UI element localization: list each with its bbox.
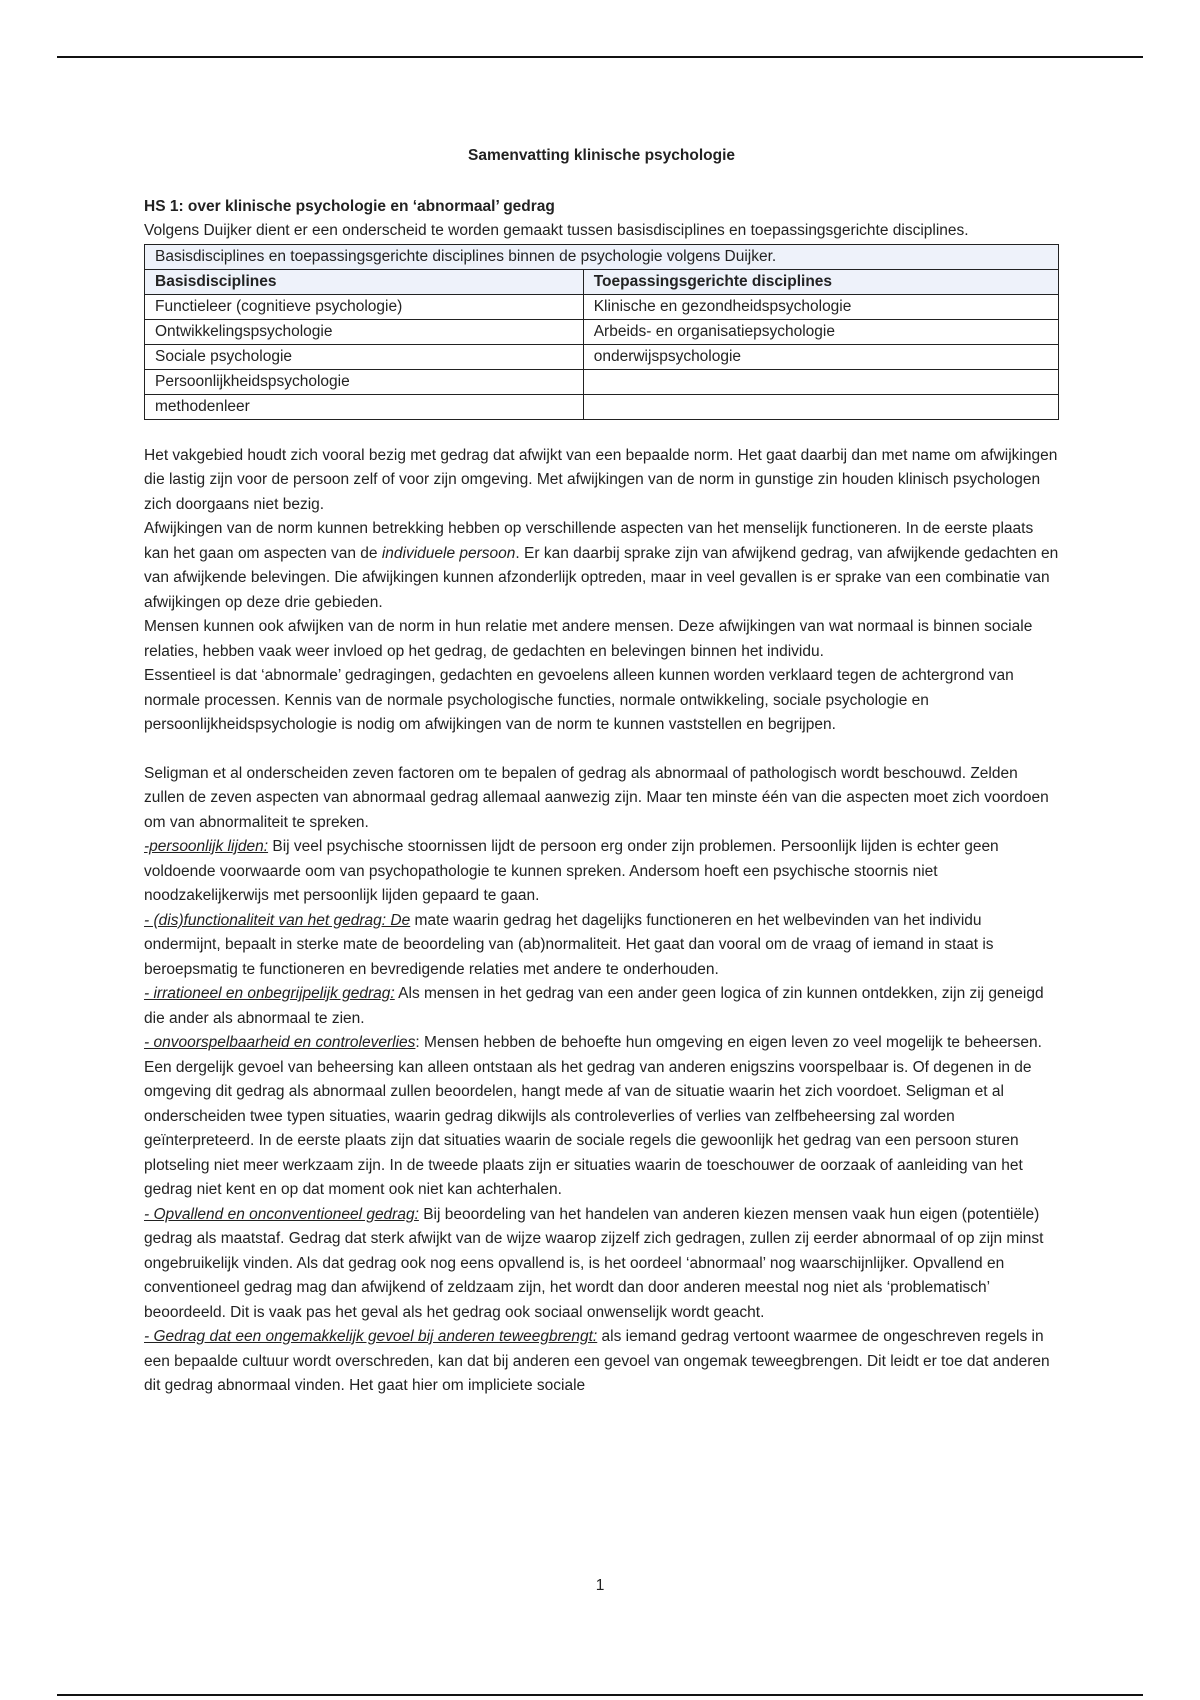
factor-item [144,1325,1059,1399]
text-run: . Er kan daarbij sprake zijn van afwijkend gedrag, van afwijkende gedachten en van afwijkende belevingen. Die afwijkingen kunnen afzonderlijk optreden, maar in veel gevallen is er sprake van een combinatie van afwijkingen op deze drie gebieden. [144,544,1059,611]
table-row [145,394,1059,419]
factor-text: als iemand gedrag vertoont waarmee de ongeschreven regels in een bepaalde cultuur wordt overschreden, kan dat bij anderen een gevoel van ongemak teweegbrengen. Dit leidt er toe dat anderen dit gedrag abnormaal vinden. Het gaat hier om impliciete sociale [144,1328,1050,1394]
table-cell: Arbeids- en organisatiepsychologie [583,319,1058,344]
table-row [145,319,1059,344]
paragraph [144,517,1059,615]
factor-item [144,1203,1059,1326]
table-caption-row [145,244,1059,269]
chapter-heading: HS 1: over klinische psychologie en ‘abnormaal’ gedrag [144,197,555,215]
spacer [144,738,1059,762]
page-number: 1 [595,1577,605,1594]
text-run: Afwijkingen van de norm kunnen betrekking hebben op verschillende aspecten van het menselijk functioneren. In de eerste plaats kan het gaan om aspecten van de [144,520,1034,562]
paragraph: Seligman et al onderscheiden zeven factoren om te bepalen of gedrag als abnormaal of pathologisch wordt beschouwd. Zelden zullen de zeven aspecten van abnormaal gedrag allemaal aanwezig zijn. Maar ten minste één van die aspecten moet zich voordoen om van abnormaliteit te spreken. [144,764,1049,831]
table-cell: Sociale psychologie [145,344,584,369]
factor-item [144,835,1059,909]
table-header-toepassing: Toepassingsgerichte disciplines [583,269,1058,294]
table-cell: onderwijspsychologie [583,344,1058,369]
table-row [145,344,1059,369]
emphasis: individuele persoon [381,544,516,562]
factor-item [144,909,1059,983]
factor-term: -persoonlijk lijden: [144,838,269,855]
table-caption: Basisdisciplines en toepassingsgerichte disciplines binnen de psychologie volgens Duijker. [145,244,1059,269]
table-row [145,294,1059,319]
paragraph: Het vakgebied houdt zich vooral bezig met gedrag dat afwijkt van een bepaalde norm. Het gaat daarbij dan met name om afwijkingen die lastig zijn voor de persoon zelf of voor zijn omgeving. Met afwijkingen van de norm in gunstige zin houden klinisch psychologen zich doorgaans niet bezig. [144,446,1058,513]
table-cell: Persoonlijkheidspsychologie [145,369,584,394]
factor-text: Bij veel psychische stoornissen lijdt de persoon erg onder zijn problemen. Persoonlijk lijden is echter geen voldoende voorwaarde oom van psychopathologie te kunnen spreken. Andersom hoeft een psychische stoornis niet noodzakelijkerwijs met persoonlijk lijden gepaard te gaan. [144,838,999,904]
document-title: Samenvatting klinische psychologie [467,147,736,164]
factor-term: - onvoorspelbaarheid en controleverlies [144,1034,416,1051]
factor-text: mate waarin gedrag het dagelijks functioneren en het welbevinden van het individu ondermijnt, bepaalt in sterke mate de beoordeling van (ab)normaliteit. Het gaat dan vooral om de vraag of iemand in staat is beroepsmatig te functioneren en bevredigende relaties met andere te onderhouden. [144,911,994,978]
table-cell: Functieleer (cognitieve psychologie) [145,294,584,319]
factor-item [144,982,1059,1031]
table-cell: Klinische en gezondheidspsychologie [583,294,1058,319]
table-cell: methodenleer [145,394,584,419]
factor-term: - irrationeel en onbegrijpelijk gedrag: [144,985,395,1002]
table-cell [583,394,1058,419]
table-header-row [145,269,1059,294]
factor-term: - Gedrag dat een ongemakkelijk gevoel bij anderen teweegbrengt: [144,1328,598,1345]
factor-text: : Mensen hebben de behoefte hun omgeving en eigen leven zo veel mogelijk te beheersen. Een dergelijk gevoel van beheersing kan alleen ontstaan als het gedrag van anderen enigszins voorspelbaar is. Of degenen in de omgeving dit gedrag als abnormaal zullen beoordelen, hangt mede af van de situatie waarin het zich voordoet. Seligman et al onderscheiden twee typen situaties, waarin gedrag dikwijls als controleverlies of verlies van zelfbeheersing zal worden geïnterpreteerd. In de eerste plaats zijn dat situaties waarin de sociale regels die gewoonlijk het gedrag van een persoon sturen plotseling niet meer werkzaam zijn. In de tweede plaats zijn er situaties waarin de toeschouwer de oorzaak of aanleiding van het gedrag niet kent en op dat moment ook niet kan achterhalen. [144,1034,1042,1198]
table-cell: Ontwikkelingspsychologie [145,319,584,344]
table-cell [583,369,1058,394]
footer-rule [57,1694,1143,1696]
table-row [145,369,1059,394]
factor-term: - (dis)functionaliteit van het gedrag: De [144,911,411,929]
table-header-basis: Basisdisciplines [145,269,584,294]
paragraph: Essentieel is dat ‘abnormale’ gedragingen, gedachten en gevoelens alleen kunnen worden verklaard tegen de achtergrond van normale processen. Kennis van de normale psychologische functies, normale ontwikkeling, sociale psychologie en persoonlijkheidspsychologie is nodig om afwijkingen van de norm te kunnen vaststellen en begrijpen. [144,667,1014,733]
factor-term: - Opvallend en onconventioneel gedrag: [144,1205,419,1223]
disciplines-table [144,244,1059,420]
paragraph: Mensen kunnen ook afwijken van de norm in hun relatie met andere mensen. Deze afwijkingen van wat normaal is binnen sociale relaties, hebben vaak weer invloed op het gedrag, de gedachten en belevingen binnen het individu. [144,618,1033,660]
factor-text: Bij beoordeling van het handelen van anderen kiezen mensen vaak hun eigen (potentiële) gedrag als maatstaf. Gedrag dat sterk afwijkt van de wijze waarop zijzelf zich gedragen, zullen zij eerder abnormaal of op zijn minst ongebruikelijk vinden. Als dat gedrag ook nog eens opvallend is, is het oordeel ‘abnormaal’ nog waarschijnlijker. Opvallend en conventioneel gedrag mag dan afwijkend of zeldzaam zijn, het wordt dan door anderen meestal nog niet als ‘problematisch’ beoordeeld. Dit is vaak pas het geval als het gedrag ook sociaal onwenselijk wordt geacht. [144,1205,1044,1321]
factor-text: Als mensen in het gedrag van een ander geen logica of zin kunnen ontdekken, zijn zij geneigd die ander als abnormaal te zien. [144,985,1044,1027]
header-rule [57,56,1143,58]
chapter-intro: Volgens Duijker dient er een onderscheid te worden gemaakt tussen basisdisciplines en toepassingsgerichte disciplines. [144,222,969,239]
factor-item [144,1031,1059,1203]
page-content [144,130,1059,1399]
